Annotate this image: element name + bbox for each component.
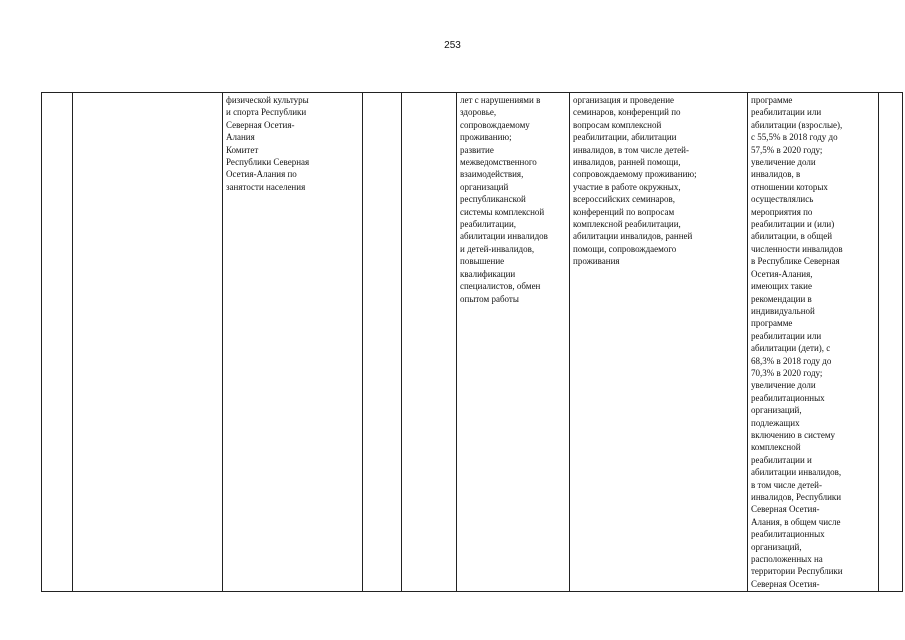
table-cell-indicators: программе реабилитации или абилитации (взрослые), с 55,5% в 2018 году до 57,5% в 2020 году; увеличение доли инвалидов, в отношении которых осуществлялись мероприятия по реабилитации и (или) абилитации, в общей численности инвалидов в Республике Северная Осетия-Алания, имеющих такие рекомендации в индивидуальной программе реабилитации или абилитации (дети), с 68,3% в 2018 году до 70,3% в 2020 году; увеличение доли реабилитационных организаций, подлежащих включению в систему комплексной реабилитации и абилитации инвалидов, в том числе детей- инвалидов, Республики Северная Осетия- Алания, в общем числе реабилитационных организаций, расположенных на территории Республики Северная Осетия- (748, 93, 879, 592)
page-number: 253 (444, 40, 461, 51)
table-cell-col9 (879, 93, 903, 592)
table-cell-goals: лет с нарушениями в здоровье, сопровождаемому проживанию; развитие межведомственного взаимодействия, организаций республиканской системы комплексной реабилитации, абилитации инвалидов и детей-инвалидов, повышение квалификации специалистов, обмен опытом работы (457, 93, 570, 592)
table-cell-col4 (363, 93, 402, 592)
table-cell-responsible: физической культуры и спорта Республики Северная Осетия- Алания Комитет Республики Северная Осетия-Алания по занятости населения (223, 93, 363, 592)
table-cell-activities: организация и проведение семинаров, конференций по вопросам комплексной реабилитации, абилитации инвалидов, в том числе детей- инвалидов, ранней помощи, сопровождаемому проживанию; участие в работе окружных, всероссийских семинаров, конференций по вопросам комплексной реабилитации, абилитации инвалидов, ранней помощи, сопровождаемого проживания (570, 93, 748, 592)
document-table (41, 92, 903, 592)
table-cell-col5 (402, 93, 457, 592)
table-cell-col1 (42, 93, 73, 592)
table-row (42, 93, 903, 592)
table-cell-col2 (73, 93, 223, 592)
